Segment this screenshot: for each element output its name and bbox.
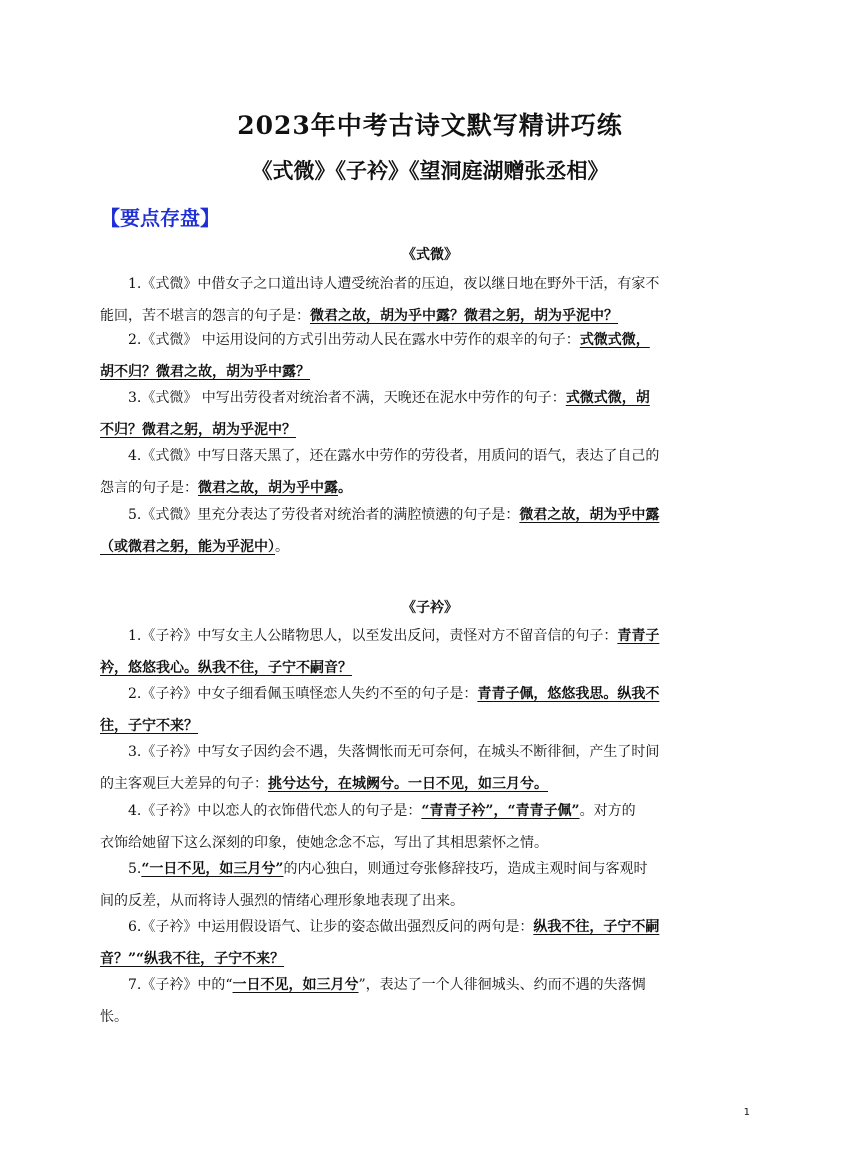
item-text: 。 [338, 480, 352, 496]
item-text: 怨言的句子是： [100, 480, 198, 496]
item-text: 1.《子衿》中写女主人公睹物思人，以至发出反问，责怪对方不留音信的句子： [128, 628, 618, 644]
list-item [100, 324, 732, 388]
answer-text: 纵我不往，子宁不嗣 [533, 919, 660, 935]
item-text: 6.《子衿》中运用假设语气、让步的姿态做出强烈反问的两句是： [128, 919, 534, 935]
item-text: 。 [275, 539, 289, 555]
list-item [100, 268, 732, 332]
list-item [100, 678, 732, 742]
group-heading-shiwei: 《式微》 [402, 247, 458, 263]
item-text: 3.《子衿》中写女子因约会不遇，失落惆怅而无可奈何，在城头不断徘徊，产生了时间 [128, 744, 660, 760]
item-text: 衣饰给她留下这么深刻的印象，使她念念不忘，写出了其相思萦怀之情。 [100, 835, 548, 851]
list-item [100, 620, 732, 684]
section-label: 【要点存盘】 [100, 206, 220, 230]
page-number: 1 [743, 1107, 750, 1118]
answer-text: 青青子佩，悠悠我思。纵我不 [477, 686, 660, 702]
answer-text: 音？”“纵我不往，子宁不来？ [100, 951, 285, 967]
item-text: 2.《子衿》中女子细看佩玉嗔怪恋人失约不至的句子是： [128, 686, 478, 702]
item-text: 怅。 [100, 1009, 128, 1025]
list-item [100, 499, 732, 563]
page-title: 2023年中考古诗文默写精讲巧练 [237, 111, 623, 140]
item-text: 3.《式微》 中写出劳役者对统治者不满，天晚还在泥水中劳作的句子： [128, 390, 566, 406]
list-item [100, 382, 732, 446]
answer-text: 青青子 [617, 628, 660, 644]
item-text: 5. [128, 861, 142, 877]
answer-text: （或微君之躬，能为乎泥中） [100, 539, 275, 555]
list-item [100, 853, 732, 917]
item-text: 的内心独白，则通过夸张修辞技巧，造成主观时间与客观时 [283, 861, 648, 877]
group-heading-zijin: 《子衿》 [402, 600, 458, 616]
item-text: 2.《式微》 中运用设问的方式引出劳动人民在露水中劳作的艰辛的句子： [128, 332, 580, 348]
item-text: ”，表达了一个人徘徊城头、约而不遇的失落惆 [358, 977, 646, 993]
item-text: 5.《式微》里充分表达了劳役者对统治者的满腔愤懑的句子是： [128, 507, 520, 523]
item-text: 的主客观巨大差异的句子： [100, 776, 268, 792]
answer-text: 微君之故，胡为乎中露？微君之躬，胡为乎泥中？ [310, 308, 618, 324]
item-text: 4.《子衿》中以恋人的衣饰借代恋人的句子是： [128, 803, 422, 819]
item-text: 7.《子衿》中的“ [128, 977, 233, 993]
item-text: 1.《式微》中借女子之口道出诗人遭受统治者的压迫，夜以继日地在野外干活，有家不 [128, 276, 660, 292]
page-subtitle: 《式微》《子衿》《望洞庭湖赠张丞相》 [251, 158, 609, 183]
item-text: 能回，苦不堪言的怨言的句子是： [100, 308, 310, 324]
answer-text: “青青子衿”，“青青子佩” [421, 803, 580, 819]
list-item [100, 736, 732, 800]
item-text: 4.《式微》中写日落天黑了，还在露水中劳作的劳役者，用质问的语气，表达了自己的 [128, 448, 660, 464]
answer-text: 式微式微， [579, 332, 650, 348]
item-text: 间的反差，从而将诗人强烈的情绪心理形象地表现了出来。 [100, 893, 464, 909]
answer-text: 不归？微君之躬，胡为乎泥中？ [100, 422, 296, 438]
answer-text: 胡不归？微君之故，胡为乎中露？ [100, 364, 310, 380]
answer-text: 往，子宁不来？ [100, 718, 198, 734]
answer-text: 式微式微，胡 [565, 390, 650, 406]
answer-text: 衿，悠悠我心。纵我不往，子宁不嗣音？ [100, 660, 352, 676]
list-item [100, 440, 732, 504]
answer-text: 一日不见，如三月兮 [232, 977, 359, 993]
list-item [100, 969, 732, 1033]
answer-text: “一日不见，如三月兮” [141, 861, 284, 877]
item-text: 。对方的 [579, 803, 636, 819]
list-item [100, 795, 732, 859]
answer-text: 微君之故，胡为乎中露 [519, 507, 660, 523]
answer-text: 挑兮达兮，在城阙兮。一日不见，如三月兮。 [268, 776, 548, 792]
list-item [100, 911, 732, 975]
answer-text: 微君之故，胡为乎中露 [198, 480, 338, 496]
